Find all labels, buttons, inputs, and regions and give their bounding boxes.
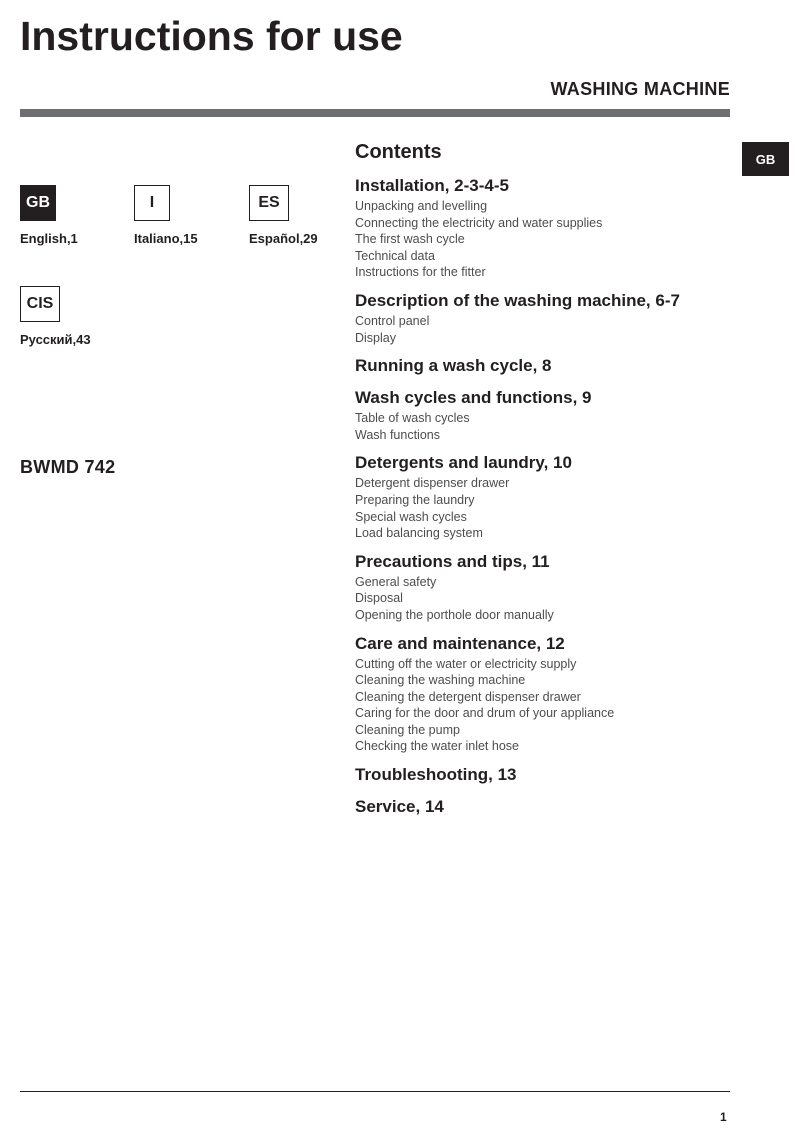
language-code-box: CIS: [20, 286, 60, 322]
section-title[interactable]: Wash cycles and functions, 9: [355, 388, 592, 408]
section-item[interactable]: Preparing the laundry: [355, 492, 475, 507]
page-number: 1: [720, 1110, 727, 1124]
section-title[interactable]: Installation, 2-3-4-5: [355, 176, 509, 195]
contents-section: [355, 795, 735, 819]
table-of-contents: [355, 140, 735, 827]
section-title[interactable]: Precautions and tips, 11: [355, 551, 550, 571]
section-title[interactable]: Description of the washing machine, 6-7: [355, 290, 680, 310]
contents-section: [355, 632, 735, 756]
header-rule: [20, 109, 730, 117]
language-russian[interactable]: [20, 286, 91, 347]
language-label: Русский,43: [20, 332, 91, 347]
section-item[interactable]: Cleaning the detergent dispenser drawer: [355, 689, 581, 704]
contents-section: [355, 289, 735, 346]
page-title: Instructions for use: [20, 13, 403, 59]
section-title[interactable]: Troubleshooting, 13: [355, 765, 517, 785]
document-subtitle: WASHING MACHINE: [550, 79, 730, 99]
section-item[interactable]: Detergent dispenser drawer: [355, 476, 510, 491]
section-item[interactable]: Cleaning the pump: [355, 722, 460, 737]
contents-section: [355, 451, 735, 541]
language-espanol[interactable]: [249, 185, 318, 246]
section-item[interactable]: Disposal: [355, 591, 403, 606]
section-item[interactable]: Caring for the door and drum of your appliance: [355, 706, 615, 721]
contents-section: [355, 354, 735, 378]
section-item[interactable]: Cleaning the washing machine: [355, 673, 526, 688]
language-code-box: I: [134, 185, 170, 221]
section-item[interactable]: Load balancing system: [355, 526, 483, 541]
contents-heading: Contents: [355, 141, 442, 163]
language-english[interactable]: [20, 185, 78, 246]
section-item[interactable]: Technical data: [355, 248, 435, 263]
contents-section: [355, 763, 735, 787]
section-item[interactable]: Connecting the electricity and water supplies: [355, 215, 603, 230]
section-item[interactable]: Opening the porthole door manually: [355, 607, 554, 622]
section-title[interactable]: Care and maintenance, 12: [355, 633, 565, 653]
footer-rule: [20, 1091, 730, 1092]
section-title[interactable]: Detergents and laundry, 10: [355, 453, 572, 473]
section-item[interactable]: Checking the water inlet hose: [355, 739, 519, 754]
section-item[interactable]: Table of wash cycles: [355, 411, 470, 426]
section-item[interactable]: Display: [355, 330, 396, 345]
contents-section: [355, 550, 735, 624]
language-italiano[interactable]: [134, 185, 198, 246]
section-title[interactable]: Running a wash cycle, 8: [355, 356, 552, 376]
contents-section: [355, 174, 735, 281]
language-label: Italiano,15: [134, 231, 198, 246]
language-label: English,1: [20, 231, 78, 246]
section-title[interactable]: Service, 14: [355, 797, 444, 817]
section-item[interactable]: Special wash cycles: [355, 509, 467, 524]
language-code-box: GB: [20, 185, 56, 221]
section-item[interactable]: Instructions for the fitter: [355, 265, 486, 280]
section-item[interactable]: Wash functions: [355, 427, 440, 442]
language-label: Español,29: [249, 231, 318, 246]
contents-section: [355, 386, 735, 443]
section-item[interactable]: Unpacking and levelling: [355, 199, 488, 213]
section-item[interactable]: The first wash cycle: [355, 232, 465, 247]
model-number: BWMD 742: [20, 457, 116, 477]
language-side-tab: GB: [742, 142, 789, 176]
section-item[interactable]: Control panel: [355, 313, 430, 328]
section-item[interactable]: Cutting off the water or electricity supply: [355, 656, 577, 671]
contents-sections: [355, 174, 735, 819]
section-item[interactable]: General safety: [355, 574, 437, 589]
language-code-box: ES: [249, 185, 289, 221]
